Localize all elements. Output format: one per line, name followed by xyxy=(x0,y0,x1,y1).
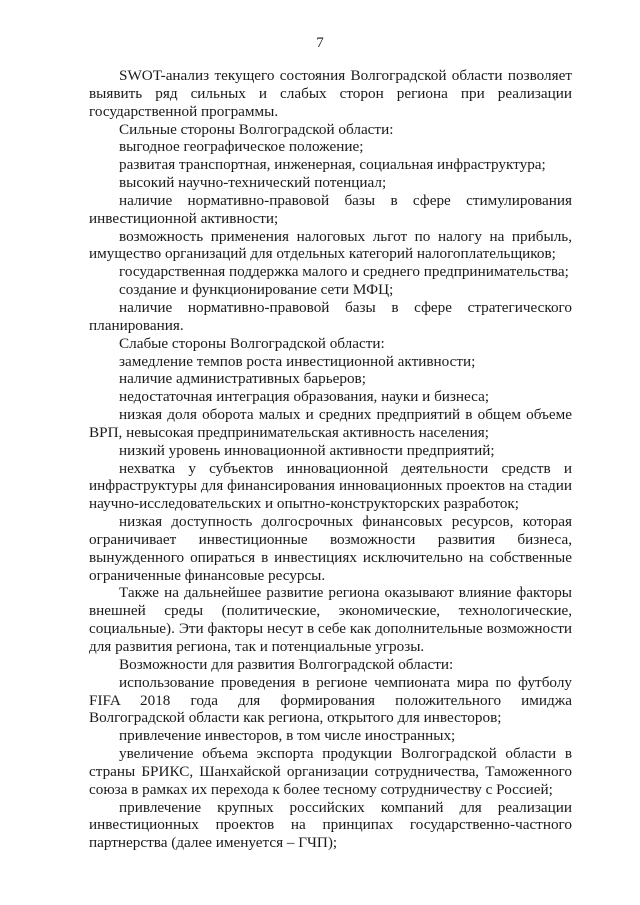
paragraph-weakness-item: низкая доля оборота малых и средних предприятий в общем объеме ВРП, невысокая предпринимательская активность населения; xyxy=(89,406,572,441)
paragraph-opportunity-item: привлечение крупных российских компаний для реализации инвестиционных проектов на принципах государственно-частного партнерства (далее именуется – ГЧП); xyxy=(89,798,572,852)
paragraph-strength-item: создание и функционирование сети МФЦ; xyxy=(119,281,394,299)
paragraph-weakness-item: наличие административных барьеров; xyxy=(119,370,366,388)
paragraph-weakness-item: нехватка у субъектов инновационной деятельности средств и инфраструктуры для финансирования инновационных проектов на стадии научно-исследовательских и опытно-конструкторских разработок; xyxy=(89,459,572,513)
paragraph-external-factors: Также на дальнейшее развитие региона оказывают влияние факторы внешней среды (политические, экономические, технологические, социальные). Эти факторы несут в себе как дополнительные возможности для развития региона, так и потенциальные угрозы. xyxy=(89,584,572,655)
paragraph-strength-item: наличие нормативно-правовой базы в сфере стратегического планирования. xyxy=(89,298,572,334)
paragraph-strength-item: государственная поддержка малого и среднего предпринимательства; xyxy=(119,263,569,281)
paragraph-opportunity-item: использование проведения в регионе чемпионата мира по футболу FIFA 2018 года для формирования положительного имиджа Волгоградской области как региона, открытого для инвесторов; xyxy=(89,673,572,727)
paragraph-strength-item: развитая транспортная, инженерная, социальная инфраструктура; xyxy=(119,156,546,174)
document-body xyxy=(89,67,572,852)
paragraph-opportunities-heading: Возможности для развития Волгоградской области: xyxy=(119,655,454,673)
paragraph-strength-item: выгодное географическое положение; xyxy=(119,138,364,156)
paragraph-weaknesses-heading: Слабые стороны Волгоградской области: xyxy=(119,334,385,352)
paragraph-weakness-item: замедление темпов роста инвестиционной активности; xyxy=(119,352,476,370)
paragraph-opportunity-item: увеличение объема экспорта продукции Волгоградской области в страны БРИКС, Шанхайской организации сотрудничества, Таможенного союза в рамках их перехода к более тесному сотрудничеству с Россией; xyxy=(89,745,572,798)
paragraph-swot-intro: SWOT-анализ текущего состояния Волгоградской области позволяет выявить ряд сильных и слабых сторон региона при реализации государственной программы. xyxy=(89,67,572,120)
paragraph-strength-item: возможность применения налоговых льгот по налогу на прибыль, имущество организаций для отдельных категорий налогоплательщиков; xyxy=(89,227,572,263)
paragraph-strength-item: наличие нормативно-правовой базы в сфере стимулирования инвестиционной активности; xyxy=(89,191,572,227)
paragraph-weakness-item: низкая доступность долгосрочных финансовых ресурсов, которая ограничивает инвестиционные возможности развития бизнеса, вынужденного опираться в инвестициях исключительно на собственные ограниченные финансовые ресурсы. xyxy=(89,513,572,584)
page-number: 7 xyxy=(316,35,324,51)
paragraph-strength-item: высокий научно-технический потенциал; xyxy=(119,174,387,192)
paragraph-strengths-heading: Сильные стороны Волгоградской области: xyxy=(119,120,394,138)
paragraph-weakness-item: низкий уровень инновационной активности предприятий; xyxy=(119,441,495,459)
paragraph-weakness-item: недостаточная интеграция образования, науки и бизнеса; xyxy=(119,388,490,406)
paragraph-opportunity-item: привлечение инвесторов, в том числе иностранных; xyxy=(119,727,456,745)
